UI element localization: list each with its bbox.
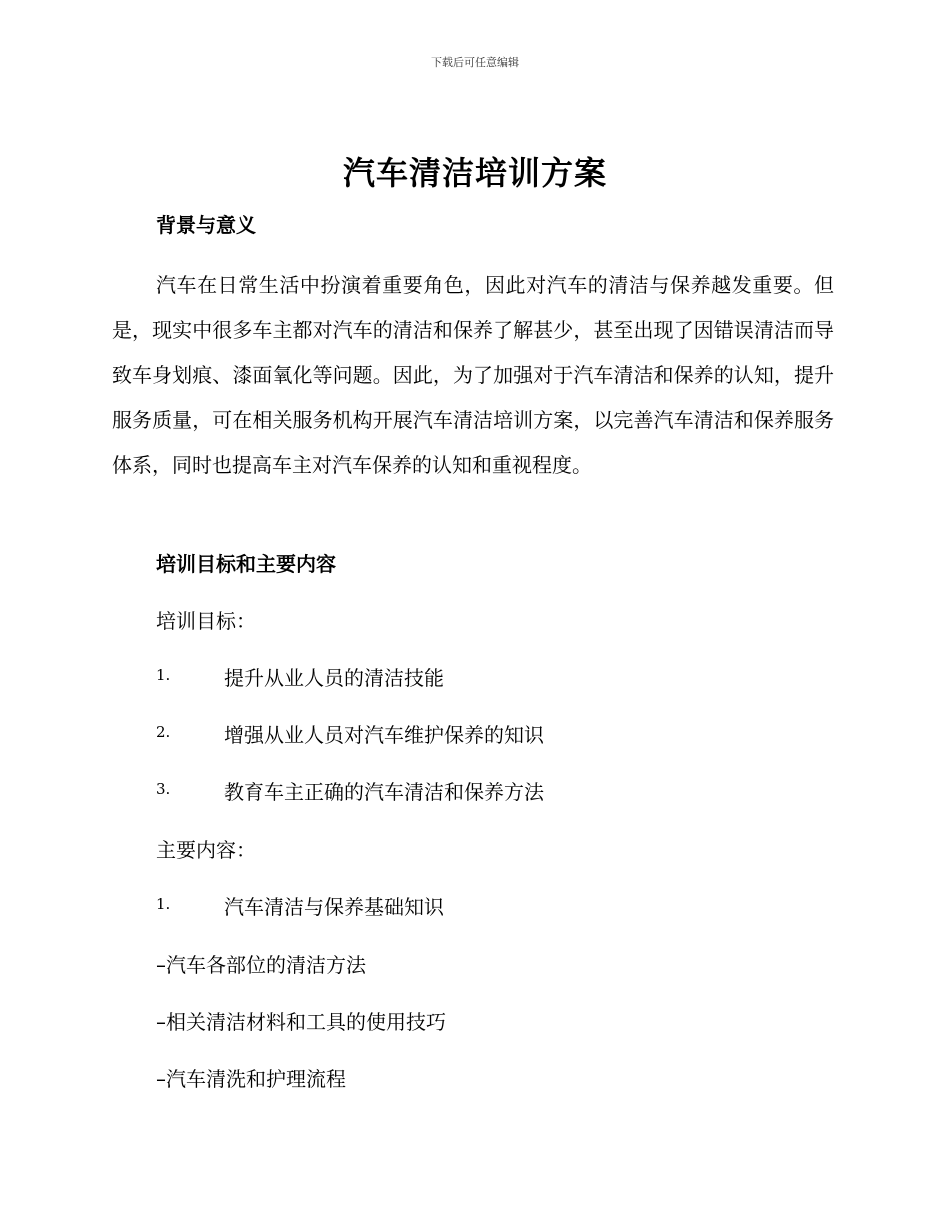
list-item-number: 2. bbox=[156, 723, 171, 741]
list-item-text: 汽车清洁与保养基础知识 bbox=[224, 895, 444, 919]
sub-item: –相关清洁材料和工具的使用技巧 bbox=[156, 1010, 446, 1034]
list-item-number: 1. bbox=[156, 666, 171, 684]
section-heading-background: 背景与意义 bbox=[156, 213, 256, 237]
list-item-text: 教育车主正确的汽车清洁和保养方法 bbox=[224, 780, 544, 804]
list-item-text: 提升从业人员的清洁技能 bbox=[224, 666, 444, 690]
list-item-number: 1. bbox=[156, 895, 171, 913]
list-item-number: 3. bbox=[156, 780, 171, 798]
header-note: 下载后可任意编辑 bbox=[431, 56, 519, 69]
list-item-text: 增强从业人员对汽车维护保养的知识 bbox=[224, 723, 544, 747]
background-paragraph: 汽车在日常生活中扮演着重要角色，因此对汽车的清洁与保养越发重要。但是，现实中很多车主都对汽车的清洁和保养了解甚少，甚至出现了因错误清洁而导致车身划痕、漆面氧化等问题。因此，为了加强对于汽车清洁和保养的认知，提升服务质量，可在相关服务机构开展汽车清洁培训方案，以完善汽车清洁和保养服务体系，同时也提高车主对汽车保养的认知和重视程度。 bbox=[112, 273, 834, 477]
content-label: 主要内容： bbox=[156, 838, 256, 862]
section-heading-goals: 培训目标和主要内容 bbox=[156, 552, 336, 576]
sub-item: –汽车各部位的清洁方法 bbox=[156, 953, 366, 977]
goal-label: 培训目标： bbox=[156, 609, 256, 633]
sub-item: –汽车清洗和护理流程 bbox=[156, 1067, 346, 1091]
document-title: 汽车清洁培训方案 bbox=[342, 154, 607, 192]
